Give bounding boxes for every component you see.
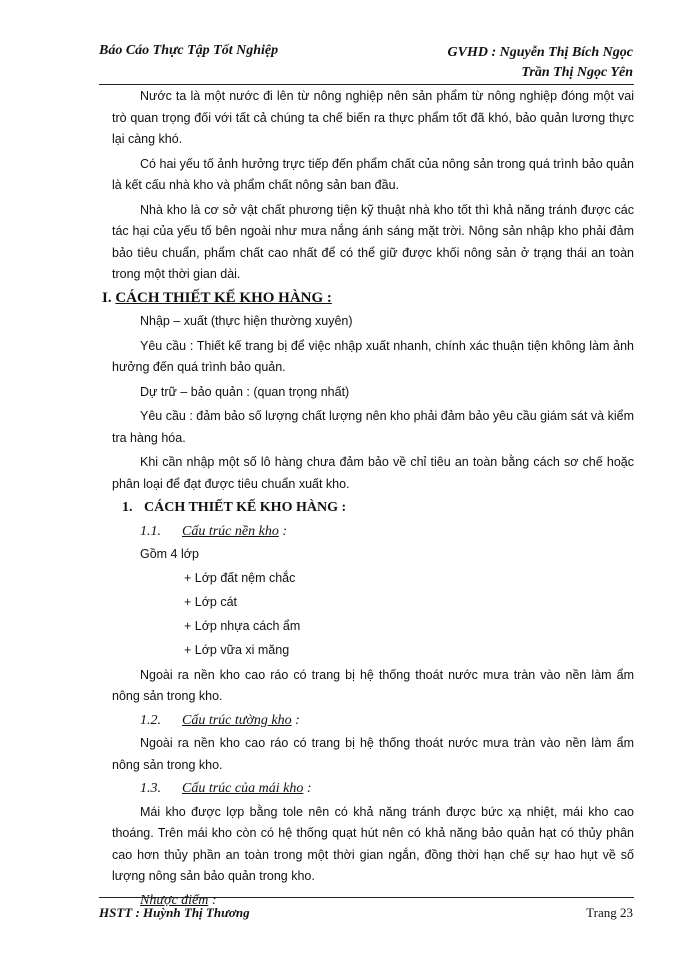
layer-list [184,566,634,662]
header-title: Báo Cáo Thực Tập Tốt Nghiệp [99,43,279,58]
floor-paragraph: Ngoài ra nền kho cao ráo có trang bị hệ thống thoát nước mưa tràn vào nền làm ẩm nông sản trong kho. [112,667,634,703]
subheading-roof: 1.3. Cấu trúc của mái kho : [140,781,312,796]
page-number: Trang 23 [586,905,633,920]
wall-paragraph: Ngoài ra nền kho cao ráo có trang bị hệ thống thoát nước mưa tràn vào nền làm ẩm nông sản trong kho. [112,736,634,772]
advisor-1: GVHD : Nguyễn Thị Bích Ngọc [447,45,633,60]
footer-student: HSTT : Huỳnh Thị Thương [99,905,250,920]
paragraph-intro: Nước ta là một nước đi lên từ nông nghiệp nên sản phẩm từ nông nghiệp đóng một vai trò quan trọng đối với tất cả chúng ta chế biến ra thực phẩm tốt đã khó, bảo quản lương thực lại càng khó. [112,89,634,146]
advisor-2: Trần Thị Ngọc Yên [521,65,633,80]
storage-line: Dự trữ – bảo quản : (quan trọng nhất) [140,384,350,399]
drawback-heading: Nhược điểm : [140,892,217,908]
paragraph-warehouse: Nhà kho là cơ sở vật chất phương tiện kỹ thuật nhà kho tốt thì khả năng tránh được các tác hại của yếu tố bên ngoài như mưa nắng ánh sáng mặt trời. Nông sản nhập kho phải đảm bảo tiêu chuẩn, phẩm chất cao nhất để có thể giữ được khối nông sản ở trạng thái an toàn trong một thời gian dài. [112,202,634,281]
header-rule [99,84,634,85]
section-heading-1: I. CÁCH THIẾT KẾ KHO HÀNG : [102,289,332,306]
subheading-wall: 1.2. Cấu trúc tường kho : [140,712,300,728]
footer-rule [99,897,634,898]
import-export-line: Nhập – xuất (thực hiện thường xuyên) [140,314,353,328]
list-item: + Lớp nhựa cách ẩm [184,618,301,633]
paragraph-factors: Có hai yếu tố ảnh hưởng trực tiếp đến phẩm chất của nông sản trong quá trình bảo quản là kết cấu nhà kho và phẩm chất nông sản ban đầu. [112,156,634,192]
layers-intro: Gồm 4 lớp [140,547,199,561]
subheading-floor: 1.1. Cấu trúc nền kho : [140,523,287,539]
list-item: + Lớp cát [184,594,238,609]
requirement-2: Yêu cầu : đảm bảo số lượng chất lượng nên kho phải đảm bảo yêu cầu giám sát và kiểm tra hàng hóa. [112,409,634,445]
requirement-1: Yêu cầu : Thiết kế trang bị để việc nhập xuất nhanh, chính xác thuận tiện không làm ảnh hưởng đến quá trình bảo quản. [112,338,634,374]
header-advisors [448,43,634,83]
list-item: + Lớp đất nệm chắc [184,570,296,585]
roof-paragraph: Mái kho được lợp bằng tole nên có khả năng tránh được bức xạ nhiệt, mái kho cao thoáng. Trên mái kho còn có hệ thống quạt hút nên có khả năng bảo quản hạt có thủy phân cao hơn thủy phần an toàn trong một thời gian ngắn, đồng thời hạn chế sự hao hụt về số lượng nông sản bảo quản trong kho. [112,804,634,883]
list-item: + Lớp vữa xi măng [184,642,290,657]
section-heading-1-1: 1. CÁCH THIẾT KẾ KHO HÀNG : [122,500,347,515]
paragraph-preprocess: Khi cần nhập một số lô hàng chưa đảm bảo về chỉ tiêu an toàn bằng cách sơ chế hoặc phân loại để đạt được tiêu chuẩn xuất kho. [112,455,634,491]
